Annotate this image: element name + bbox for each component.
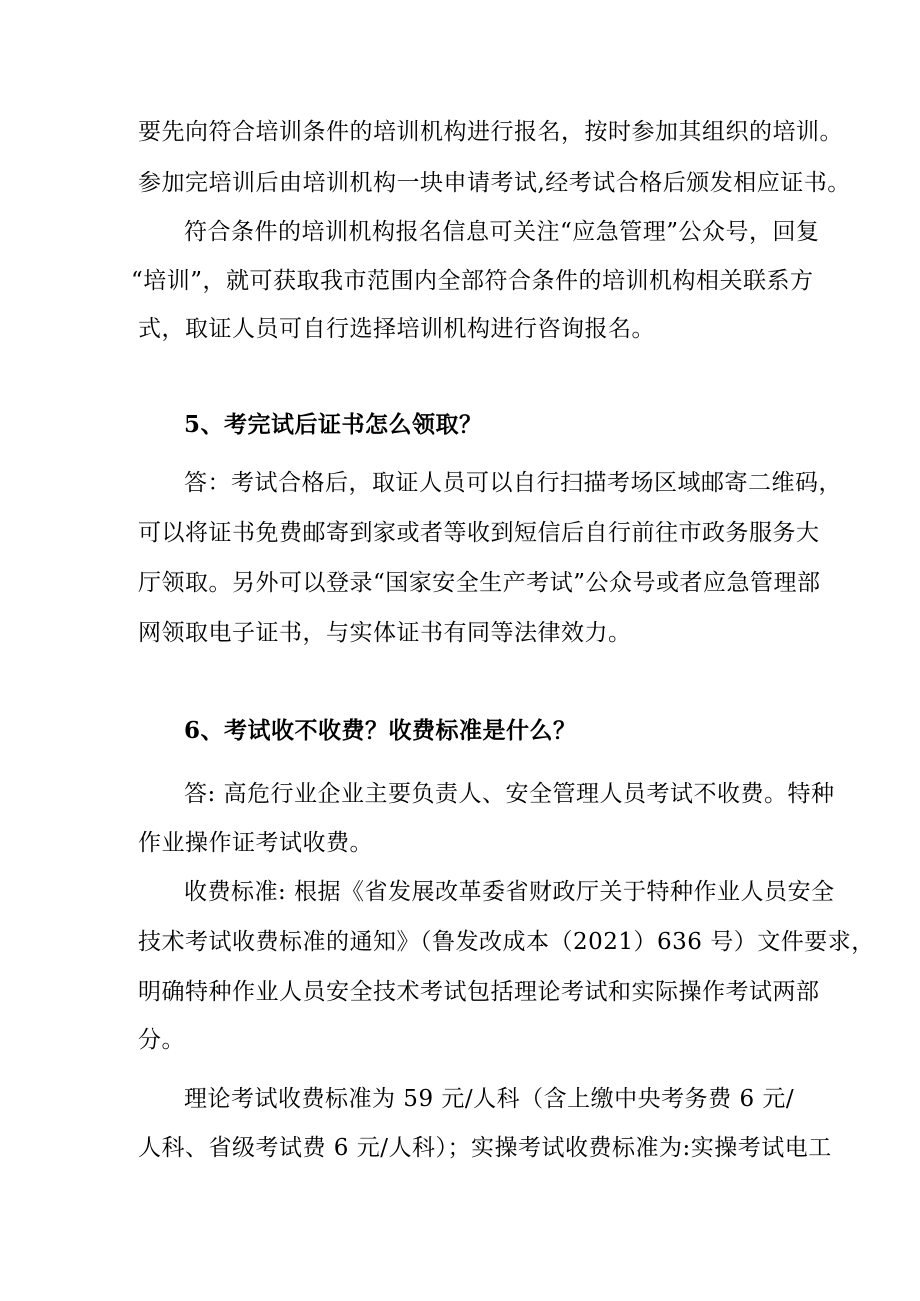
paragraph-line: 符合条件的培训机构报名信息可关注“应急管理”公众号，回复 bbox=[184, 219, 820, 245]
answer-line: 作业操作证考试收费。 bbox=[138, 830, 373, 856]
section-heading-q6: 6、考试收不收费？收费标准是什么？ bbox=[184, 717, 577, 744]
section-heading-q5: 5、考完试后证书怎么领取？ bbox=[184, 411, 483, 438]
fee-detail-line: 人科、省级考试费 6 元/人科）；实操考试收费标准为:实操考试电工 bbox=[138, 1135, 832, 1161]
paragraph-line: 要先向符合培训条件的培训机构进行报名，按时参加其组织的培训。 bbox=[138, 119, 843, 145]
paragraph-line: 式，取证人员可自行选择培训机构进行咨询报名。 bbox=[138, 316, 655, 342]
answer-line: 可以将证书免费邮寄到家或者等收到短信后自行前往市政务服务大 bbox=[138, 520, 820, 546]
fee-detail-line: 理论考试收费标准为 59 元/人科（含上缴中央考务费 6 元/ bbox=[184, 1086, 795, 1112]
answer-line: 厅领取。另外可以登录“国家安全生产考试”公众号或者应急管理部 bbox=[138, 570, 821, 596]
answer-line: 网领取电子证书，与实体证书有同等法律效力。 bbox=[138, 620, 632, 646]
paragraph-line: “培训”，就可获取我市范围内全部符合条件的培训机构相关联系方 bbox=[131, 268, 814, 294]
fee-standard-line: 明确特种作业人员安全技术考试包括理论考试和实际操作考试两部 bbox=[138, 979, 820, 1005]
fee-standard-line: 技术考试收费标准的通知》（鲁发改成本（2021）636 号）文件要求， bbox=[138, 929, 875, 955]
paragraph-line: 参加完培训后由培训机构一块申请考试,经考试合格后颁发相应证书。 bbox=[138, 170, 851, 196]
fee-standard-line: 分。 bbox=[138, 1027, 185, 1053]
fee-standard-line: 收费标准: 根据《省发展改革委省财政厅关于特种作业人员安全 bbox=[184, 879, 835, 905]
answer-line: 答：考试合格后，取证人员可以自行扫描考场区域邮寄二维码， bbox=[184, 470, 842, 496]
answer-line: 答: 高危行业企业主要负责人、安全管理人员考试不收费。特种 bbox=[184, 781, 835, 807]
